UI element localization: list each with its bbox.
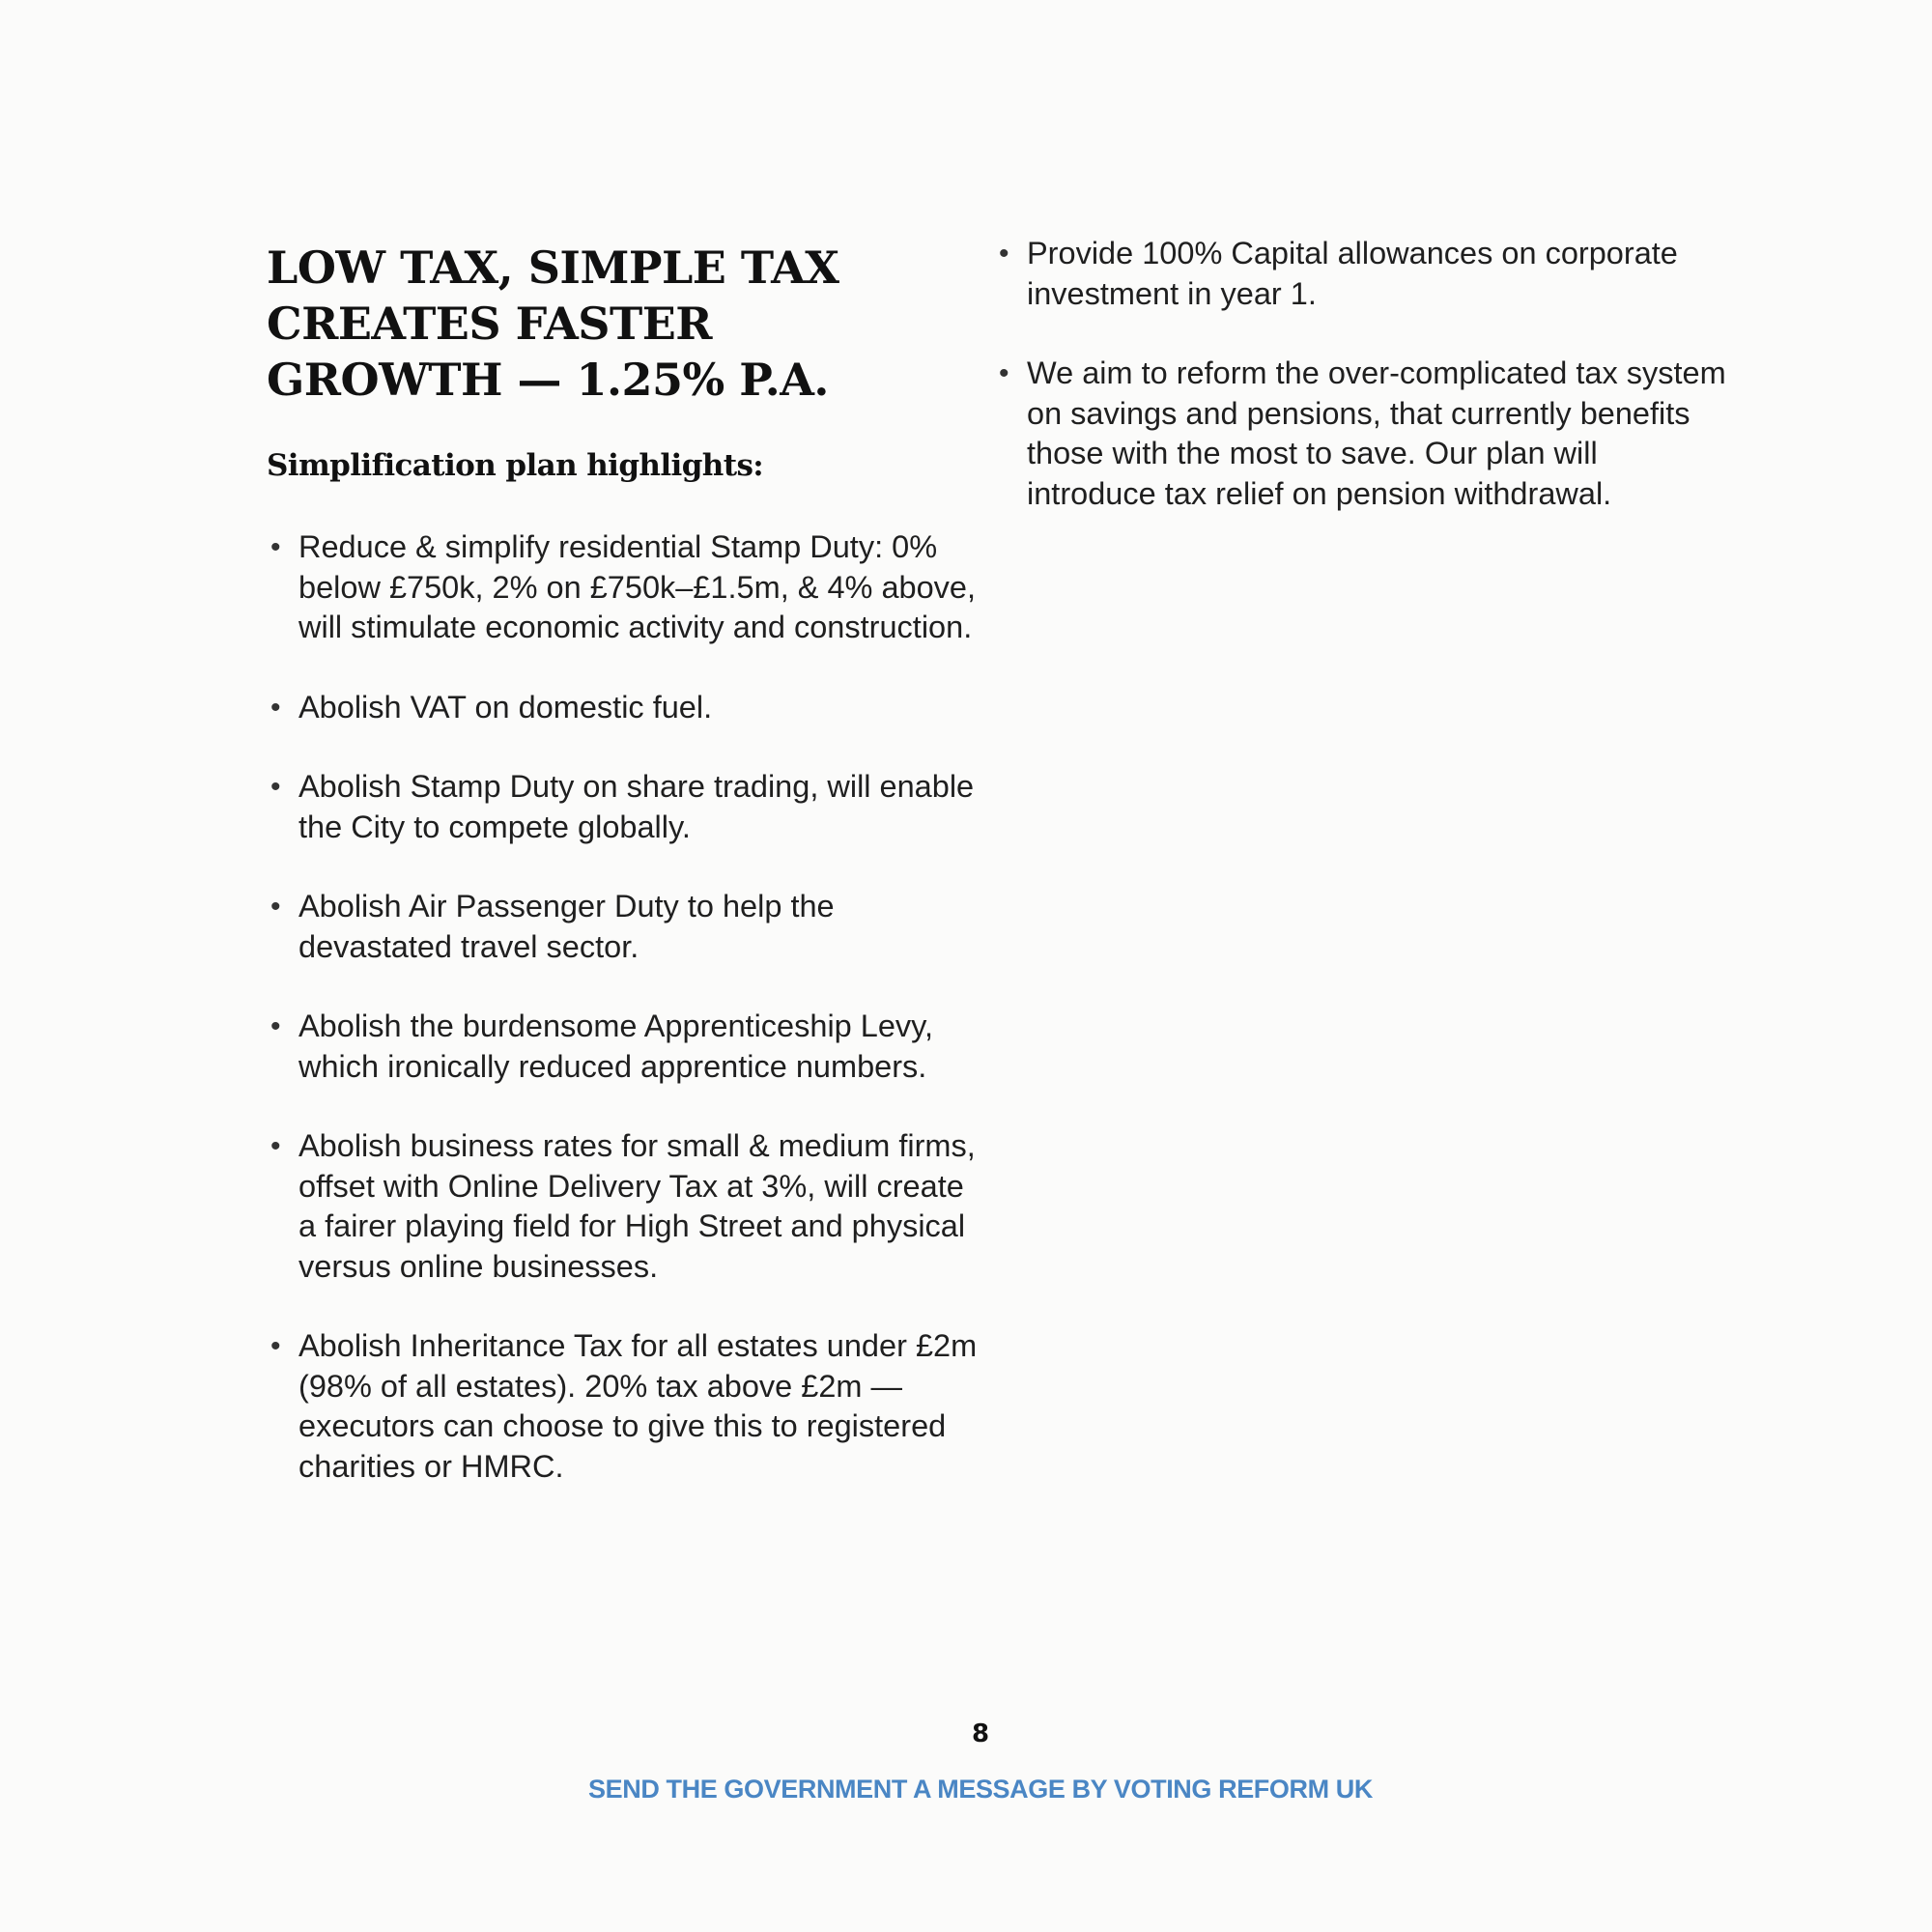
bullet-text: Provide 100% Capital allowances on corporate investment in year 1.	[1027, 236, 1678, 311]
bullet-text: Reduce & simplify residential Stamp Duty: 0% below £750k, 2% on £750k–£1.5m, & 4% above, will stimulate economic activity and construction.	[298, 529, 977, 644]
list-item	[267, 527, 981, 648]
bullet-icon: •	[999, 238, 1009, 270]
bullet-icon: •	[270, 531, 281, 563]
list-item	[995, 354, 1729, 514]
list-item	[267, 767, 981, 847]
heading-line-1: LOW TAX, SIMPLE TAX	[267, 242, 839, 294]
list-item	[267, 887, 981, 967]
left-bullet-list	[267, 527, 981, 1487]
bullet-icon: •	[270, 691, 281, 724]
bullet-icon: •	[999, 357, 1009, 389]
bullet-text: We aim to reform the over-complicated tax system on savings and pensions, that currently benefits those with the most to save. Our plan will introduce tax relief on pension withdrawal.	[1027, 355, 1726, 511]
bullet-text: Abolish Stamp Duty on share trading, will enable the City to compete globally.	[298, 769, 975, 844]
right-bullet-list	[995, 234, 1729, 514]
list-item	[267, 1126, 981, 1287]
bullet-text: Abolish the burdensome Apprenticeship Levy, which ironically reduced apprentice numbers.	[298, 1009, 934, 1084]
bullet-text: Abolish business rates for small & medium firms, offset with Online Delivery Tax at 3%, will create a fairer playing field for High Street and physical versus online businesses.	[298, 1128, 976, 1284]
bullet-icon: •	[270, 1330, 281, 1362]
bullet-icon: •	[270, 1130, 281, 1162]
right-column	[995, 234, 1729, 554]
section-heading	[267, 240, 885, 408]
bullet-icon: •	[270, 771, 281, 803]
bullet-icon: •	[270, 891, 281, 923]
left-column	[267, 240, 981, 1526]
list-item	[267, 1007, 981, 1087]
bullet-text: Abolish Inheritance Tax for all estates under £2m (98% of all estates). 20% tax above £2m — executors can choose to give this to registered charities or HMRC.	[298, 1328, 978, 1484]
list-item	[995, 234, 1729, 314]
page-number: 8	[971, 1719, 990, 1748]
subheading: Simplification plan highlights:	[267, 448, 764, 483]
list-item	[267, 1326, 981, 1487]
bullet-text: Abolish Air Passenger Duty to help the devastated travel sector.	[298, 889, 835, 964]
heading-line-2: CREATES FASTER	[267, 298, 712, 350]
bullet-text: Abolish VAT on domestic fuel.	[298, 689, 713, 724]
heading-line-3: GROWTH — 1.25% P.A.	[267, 354, 829, 406]
bullet-icon: •	[270, 1010, 281, 1042]
list-item	[267, 688, 981, 728]
footer-message: SEND THE GOVERNMENT A MESSAGE BY VOTING REFORM UK	[588, 1775, 1373, 1804]
